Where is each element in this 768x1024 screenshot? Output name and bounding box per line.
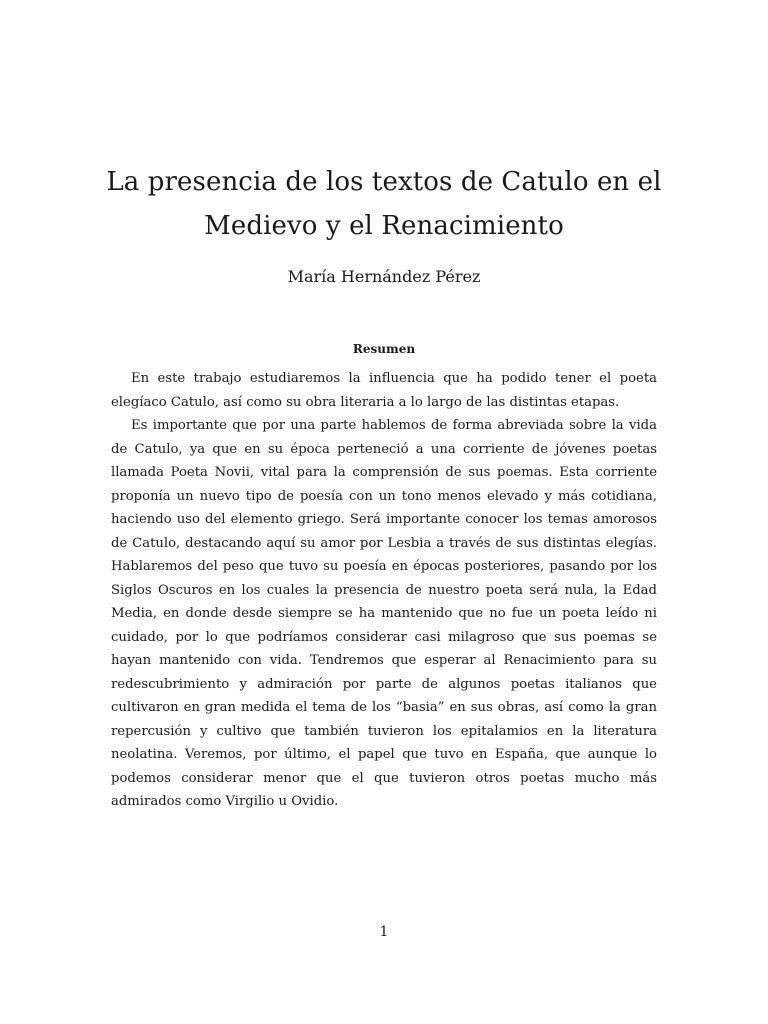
abstract-paragraph: En este trabajo estudiaremos la influencia que ha podido tener el poeta elegíaco Catulo, así como su obra literaria a lo largo de las distintas etapas. [111, 371, 657, 410]
abstract-body [111, 367, 657, 814]
abstract-paragraph: Es importante que por una parte hablemos de forma abreviada sobre la vida de Catulo, ya que en su época perteneció a una corriente de jóvenes poetas llamada Poeta Novii, vital para la comprensión de sus poemas. Esta corriente proponía un nuevo tipo de poesía con un tono menos elevado y más cotidiana, haciendo uso del elemento griego. Será importante conocer los temas amorosos de Catulo, destacando aquí su amor por Lesbia a través de sus distintas elegías. Hablaremos del peso que tuvo su poesía en épocas posteriores, pasando por los Siglos Oscuros en los cuales la presencia de nuestro poeta será nula, la Edad Media, en donde desde siempre se ha mantenido que no fue un poeta leído ni cuidado, por lo que podríamos considerar casi milagroso que sus poemas se hayan mantenido con vida. Tendremos que esperar al Renacimiento para su redescubrimiento y admiración por parte de algunos poetas italianos que cultivaron en gran medida el tema de los “basia” en sus obras, así como la gran repercusión y cultivo que también tuvieron los epitalamios en la literatura neolatina. Veremos, por último, el papel que tuvo en España, que aunque lo podemos considerar menor que el que tuvieron otros poetas mucho más admirados como Virgilio u Ovidio. [111, 418, 657, 809]
paper-title: La presencia de los textos de Catulo en el Medievo y el Renacimiento [106, 167, 662, 241]
abstract-heading: Resumen [352, 342, 416, 356]
page-number: 1 [379, 924, 389, 940]
author-name: María Hernández Pérez [287, 267, 481, 286]
